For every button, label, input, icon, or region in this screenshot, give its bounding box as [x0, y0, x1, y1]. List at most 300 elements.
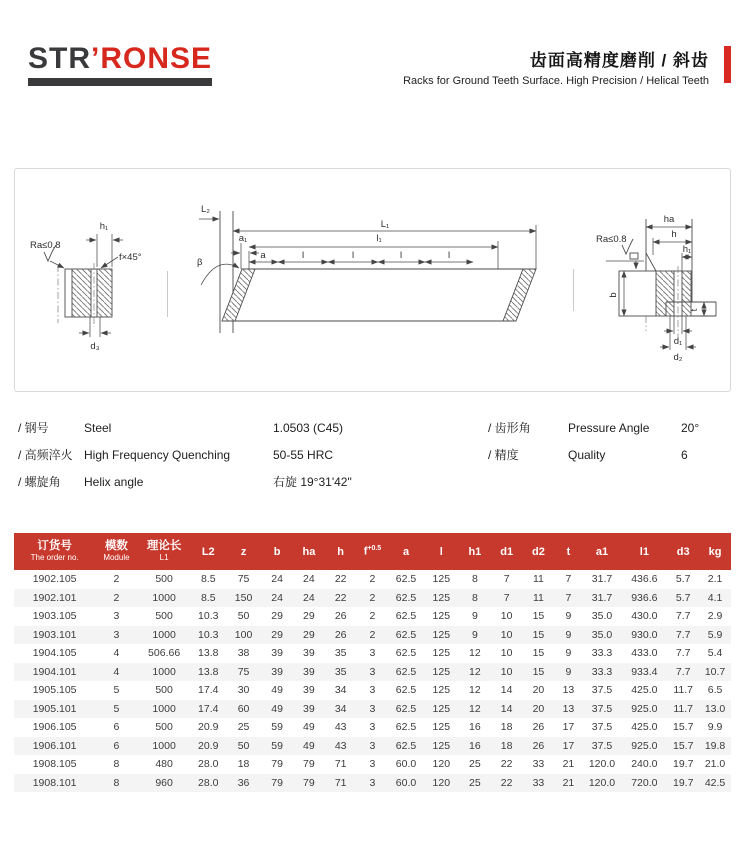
table-cell: 62.5: [395, 573, 417, 586]
table-cell: 936.6: [631, 591, 658, 604]
column-header-12: [491, 533, 523, 570]
column-header-4: [226, 533, 261, 570]
table-body: [14, 570, 731, 792]
column-header-label: f: [363, 545, 368, 558]
table-cell: 9: [565, 610, 572, 623]
table-cell: 125: [432, 665, 451, 678]
spec-section: [0, 414, 745, 495]
table-cell: 120.0: [588, 758, 616, 771]
table-cell: 9: [471, 628, 478, 641]
dim-label-a: a: [260, 250, 266, 261]
table-row: [14, 774, 731, 793]
table-cell: 8: [471, 591, 478, 604]
table-cell: 19.7: [672, 776, 694, 789]
table-cell: 3: [369, 647, 376, 660]
table-cell: 16: [469, 721, 481, 734]
column-header-zh: 订货号: [37, 540, 72, 552]
spec-label-en: Quality: [568, 447, 606, 462]
table-cell: 1000: [152, 591, 176, 604]
table-cell: 7: [503, 591, 510, 604]
table-cell: 24: [271, 573, 283, 586]
column-header-label: a1: [595, 545, 609, 558]
table-cell: 37.5: [591, 702, 613, 715]
table-cell: 42.5: [704, 776, 726, 789]
surface-finish-label: Ra≤0.8: [596, 234, 627, 245]
drawing-divider: [167, 271, 168, 317]
dim-label-t: t: [689, 308, 700, 312]
column-header-en: Module: [103, 553, 130, 562]
table-cell: 15: [532, 610, 545, 623]
dim-label-l: l: [351, 250, 355, 261]
table-cell: 39: [303, 647, 315, 660]
table-cell: 21.0: [704, 758, 726, 771]
table-cell: 240.0: [631, 758, 658, 771]
table-cell: 930.0: [631, 628, 658, 641]
table-cell: 16: [469, 739, 481, 752]
table-cell: 62.5: [395, 628, 417, 641]
spec-label-en: Helix angle: [84, 474, 144, 489]
table-cell: 125: [432, 647, 451, 660]
table-cell: 1908.105: [32, 758, 77, 771]
table-cell: 500: [155, 684, 173, 697]
table-cell: 17.4: [198, 702, 219, 715]
table-cell: 11: [532, 591, 544, 604]
table-cell: 79: [271, 758, 283, 771]
spec-label-zh: / 精度: [488, 448, 519, 462]
table-cell: 20.9: [198, 739, 219, 752]
table-cell: 79: [271, 776, 283, 789]
column-header-16: [621, 533, 667, 570]
table-cell: 436.6: [631, 573, 658, 586]
dim-label-L1: L₁: [380, 219, 390, 230]
dim-label-ha: ha: [663, 214, 675, 225]
column-header-label: a: [402, 545, 410, 558]
column-header-label: h: [337, 545, 345, 558]
column-header-label: L2: [201, 545, 215, 558]
table-cell: 1908.101: [32, 776, 77, 789]
table-cell: 5.7: [675, 591, 691, 604]
table-row: [14, 626, 731, 645]
table-cell: 2: [113, 591, 120, 604]
table-cell: 26: [334, 628, 347, 641]
table-cell: 22: [334, 573, 347, 586]
table-cell: 19.8: [704, 739, 726, 752]
dim-label-L2: L₂: [201, 204, 210, 215]
column-header-2: [138, 533, 191, 570]
table-cell: 24: [303, 591, 315, 604]
table-cell: 29: [303, 628, 315, 641]
table-cell: 50: [237, 739, 250, 752]
table-cell: 150: [234, 591, 253, 604]
table-cell: 3: [369, 665, 376, 678]
table-cell: 8: [471, 573, 478, 586]
table-cell: 5: [113, 684, 120, 697]
table-cell: 125: [432, 610, 451, 623]
table-cell: 925.0: [631, 702, 658, 715]
page-title-en: Racks for Ground Teeth Surface. High Precision / Helical Teeth: [403, 75, 709, 87]
table-cell: 38: [237, 647, 250, 660]
table-cell: 6.5: [707, 684, 723, 697]
table-cell: 13.0: [704, 702, 726, 715]
table-cell: 120: [432, 776, 451, 789]
table-cell: 9: [565, 665, 572, 678]
column-header-en: L1: [159, 553, 169, 562]
table-row: [14, 663, 731, 682]
column-header-label: t: [566, 545, 571, 558]
title-accent-bar: [724, 46, 731, 83]
table-cell: 34: [334, 702, 347, 715]
table-cell: 26: [532, 739, 545, 752]
column-header-18: [699, 533, 731, 570]
table-cell: 2: [369, 610, 376, 623]
table-cell: 8.5: [200, 591, 216, 604]
spec-column-left: [18, 414, 488, 495]
table-cell: 20.9: [198, 721, 219, 734]
table-cell: 500: [155, 610, 173, 623]
table-cell: 62.5: [395, 665, 417, 678]
table-row: [14, 607, 731, 626]
column-header-6: [293, 533, 325, 570]
table-cell: 8: [113, 758, 120, 771]
column-header-17: [667, 533, 699, 570]
page-header: [0, 0, 745, 87]
table-cell: 1904.105: [32, 647, 77, 660]
table-cell: 9: [565, 647, 572, 660]
table-cell: 1904.101: [32, 665, 77, 678]
table-cell: 22: [334, 591, 347, 604]
surface-finish-label: Ra≤0.8: [30, 240, 61, 251]
table-cell: 5: [113, 702, 120, 715]
dim-label-l: l: [399, 250, 403, 261]
table-cell: 125: [432, 721, 451, 734]
table-cell: 1903.101: [32, 628, 77, 641]
drawing-rack-side-view: [193, 181, 543, 391]
table-cell: 75: [237, 573, 250, 586]
spec-row-pressure-angle: [488, 414, 731, 441]
column-header-en: The order no.: [30, 553, 79, 562]
spec-value: 20°: [681, 420, 700, 435]
table-cell: 62.5: [395, 647, 417, 660]
table-cell: 925.0: [631, 739, 658, 752]
table-cell: 1906.105: [32, 721, 77, 734]
column-header-label: d2: [532, 545, 545, 558]
table-head: [14, 533, 731, 570]
table-cell: 1903.105: [32, 610, 77, 623]
table-row: [14, 570, 731, 589]
table-cell: 8.5: [200, 573, 216, 586]
table-cell: 3: [369, 684, 376, 697]
page-title-block: [403, 44, 709, 87]
table-cell: 2: [369, 591, 376, 604]
table-cell: 10: [500, 647, 513, 660]
table-cell: 49: [303, 721, 315, 734]
column-header-8: [357, 533, 389, 570]
table-cell: 1906.101: [32, 739, 77, 752]
dim-label-d1: d₁: [673, 336, 683, 347]
dim-label-b: b: [608, 292, 619, 298]
table-cell: 960: [155, 776, 173, 789]
table-cell: 1905.105: [32, 684, 77, 697]
column-header-label: d1: [500, 545, 514, 558]
table-cell: 59: [271, 721, 283, 734]
table-cell: 37.5: [591, 684, 613, 697]
table-cell: 75: [237, 665, 250, 678]
spec-label-en: Pressure Angle: [568, 420, 650, 435]
column-header-label: b: [273, 545, 281, 558]
table-cell: 2: [369, 573, 376, 586]
table-cell: 7.7: [675, 665, 691, 678]
column-header-label: z: [240, 545, 247, 558]
table-cell: 19.7: [672, 758, 694, 771]
table-cell: 25: [237, 721, 250, 734]
table-row: [14, 718, 731, 737]
table-cell: 12: [469, 684, 481, 697]
table-cell: 35.0: [591, 628, 613, 641]
dim-label-d3: d₃: [90, 341, 100, 352]
table-row: [14, 700, 731, 719]
dim-label-d2: d₂: [673, 352, 683, 363]
table-cell: 49: [271, 702, 283, 715]
table-cell: 18: [500, 721, 513, 734]
chamfer-label: f×45°: [119, 252, 142, 263]
table-cell: 17.4: [198, 684, 219, 697]
table-cell: 1000: [152, 665, 176, 678]
table-cell: 9: [565, 628, 572, 641]
table-cell: 10: [500, 665, 513, 678]
table-cell: 1000: [152, 628, 176, 641]
table-cell: 24: [271, 591, 283, 604]
logo-text-red: ’RONSE: [91, 42, 213, 75]
table-cell: 2: [369, 628, 376, 641]
spec-label-zh: / 钢号: [18, 421, 49, 435]
table-cell: 39: [271, 647, 283, 660]
table-cell: 59: [271, 739, 283, 752]
table-cell: 15: [532, 647, 545, 660]
table-cell: 11: [532, 573, 544, 586]
table-cell: 10: [500, 628, 513, 641]
table-cell: 2.9: [707, 610, 723, 623]
table-cell: 14: [500, 702, 513, 715]
table-cell: 18: [237, 758, 250, 771]
table-cell: 62.5: [395, 702, 417, 715]
table-cell: 22: [500, 758, 513, 771]
spec-label-zh: / 螺旋角: [18, 475, 61, 489]
table-cell: 6: [113, 739, 120, 752]
table-cell: 4: [113, 647, 120, 660]
table-cell: 79: [303, 758, 315, 771]
column-header-label: l: [439, 545, 443, 558]
table-row: [14, 589, 731, 608]
dim-label-h: h: [671, 229, 677, 240]
table-cell: 9.9: [707, 721, 723, 734]
table-cell: 13.8: [198, 665, 219, 678]
table-cell: 506.66: [148, 647, 181, 660]
spec-column-right: [488, 414, 731, 495]
table-cell: 60.0: [395, 776, 417, 789]
table-cell: 49: [271, 684, 283, 697]
table-cell: 29: [271, 628, 283, 641]
table-cell: 36: [237, 776, 250, 789]
table-cell: 2: [113, 573, 120, 586]
table-cell: 3: [113, 610, 120, 623]
spec-label-zh: / 高频淬火: [18, 448, 73, 462]
table-cell: 3: [113, 628, 120, 641]
table-row: [14, 755, 731, 774]
table-cell: 13: [562, 702, 575, 715]
table-cell: 15.7: [672, 739, 694, 752]
table-cell: 8: [113, 776, 120, 789]
dim-label-a1: a₁: [238, 233, 248, 244]
table-cell: 120.0: [588, 776, 616, 789]
table-cell: 35: [334, 665, 347, 678]
table-cell: 125: [432, 591, 451, 604]
table-cell: 11.7: [673, 684, 694, 697]
spec-label-zh: / 齿形角: [488, 421, 531, 435]
table-cell: 71: [334, 776, 347, 789]
table-cell: 39: [271, 665, 283, 678]
table-cell: 500: [155, 721, 173, 734]
table-cell: 49: [303, 739, 315, 752]
table-cell: 11.7: [673, 702, 694, 715]
table-cell: 4: [113, 665, 120, 678]
table-cell: 3: [369, 776, 376, 789]
table-row: [14, 644, 731, 663]
table-cell: 12: [469, 647, 481, 660]
column-header-tolerance: +0.5: [367, 545, 382, 553]
column-header-label: d3: [676, 545, 690, 558]
table-cell: 425.0: [631, 721, 658, 734]
table-cell: 25: [469, 776, 481, 789]
table-cell: 125: [432, 573, 451, 586]
dim-label-l1: l₁: [376, 233, 382, 244]
table-cell: 24: [303, 573, 315, 586]
table-cell: 1902.101: [32, 591, 77, 604]
column-header-15: [583, 533, 622, 570]
table-cell: 120: [432, 758, 451, 771]
table-cell: 125: [432, 739, 451, 752]
table-cell: 30: [237, 684, 250, 697]
table-cell: 22: [500, 776, 513, 789]
spec-row-helix-angle: [18, 468, 488, 495]
table-cell: 37.5: [591, 739, 613, 752]
column-header-14: [554, 533, 582, 570]
table-cell: 3: [369, 702, 376, 715]
column-header-9: [388, 533, 423, 570]
rack-data-table: [14, 533, 731, 792]
table-cell: 25: [469, 758, 481, 771]
table-cell: 79: [303, 776, 315, 789]
table-cell: 39: [303, 665, 315, 678]
table-cell: 29: [271, 610, 283, 623]
table-cell: 9: [471, 610, 478, 623]
table-cell: 50: [237, 610, 250, 623]
table-cell: 5.9: [707, 628, 723, 641]
table-cell: 17: [562, 739, 575, 752]
dim-label-beta: β: [197, 257, 203, 268]
brand-logo: [28, 44, 212, 86]
table-cell: 29: [303, 610, 315, 623]
table-header-row: [14, 533, 731, 570]
table-cell: 37.5: [591, 721, 613, 734]
table-cell: 1905.101: [32, 702, 77, 715]
spec-label-en: High Frequency Quenching: [84, 447, 231, 462]
table-cell: 34: [334, 684, 347, 697]
table-cell: 3: [369, 758, 376, 771]
table-cell: 33.3: [591, 647, 613, 660]
column-header-label: l1: [639, 545, 649, 558]
table-cell: 13: [562, 684, 575, 697]
table-cell: 125: [432, 684, 451, 697]
drawing-divider: [573, 269, 574, 311]
table-cell: 15: [532, 628, 545, 641]
dim-label-l: l: [447, 250, 451, 261]
table-cell: 43: [334, 721, 347, 734]
table-cell: 28.0: [198, 758, 219, 771]
column-header-zh: 模数: [104, 540, 128, 552]
table-cell: 125: [432, 628, 451, 641]
spec-row-quality: [488, 441, 731, 468]
table-cell: 33.3: [591, 665, 613, 678]
column-header-13: [523, 533, 555, 570]
spec-row-quenching: [18, 441, 488, 468]
dim-label-l: l: [301, 250, 305, 261]
table-cell: 26: [334, 610, 347, 623]
table-cell: 60: [237, 702, 250, 715]
drawing-end-section: [16, 181, 182, 391]
table-cell: 7.7: [675, 628, 691, 641]
column-header-7: [325, 533, 357, 570]
spec-row-steel: [18, 414, 488, 441]
table-cell: 7.7: [675, 647, 691, 660]
column-header-label: ha: [302, 545, 316, 558]
table-cell: 5.7: [675, 573, 691, 586]
column-header-11: [459, 533, 491, 570]
table-cell: 433.0: [631, 647, 658, 660]
table-cell: 62.5: [395, 591, 417, 604]
table-cell: 2.1: [707, 573, 723, 586]
table-cell: 1902.105: [32, 573, 77, 586]
column-header-0: [14, 533, 95, 570]
table-cell: 33: [532, 758, 545, 771]
table-cell: 100: [234, 628, 253, 641]
table-cell: 43: [334, 739, 347, 752]
spec-value: 6: [681, 447, 688, 462]
table-cell: 12: [469, 665, 481, 678]
table-cell: 933.4: [631, 665, 658, 678]
spec-value: 50-55 HRC: [273, 447, 334, 462]
table-cell: 5.4: [707, 647, 723, 660]
table-cell: 1000: [152, 739, 176, 752]
table-cell: 12: [469, 702, 481, 715]
table-cell: 10.3: [198, 628, 219, 641]
logo-underline-bar: [28, 78, 212, 86]
column-header-5: [261, 533, 293, 570]
table-cell: 62.5: [395, 739, 417, 752]
table-cell: 500: [155, 573, 173, 586]
table-cell: 4.1: [707, 591, 723, 604]
spec-value: 1.0503 (C45): [273, 420, 344, 435]
table-cell: 10.3: [198, 610, 219, 623]
table-cell: 18: [500, 739, 513, 752]
table-cell: 3: [369, 721, 376, 734]
table-cell: 3: [369, 739, 376, 752]
table-cell: 15.7: [672, 721, 694, 734]
table-cell: 26: [532, 721, 545, 734]
table-cell: 21: [562, 776, 575, 789]
table-cell: 21: [562, 758, 575, 771]
table-cell: 6: [113, 721, 120, 734]
table-cell: 60.0: [395, 758, 417, 771]
